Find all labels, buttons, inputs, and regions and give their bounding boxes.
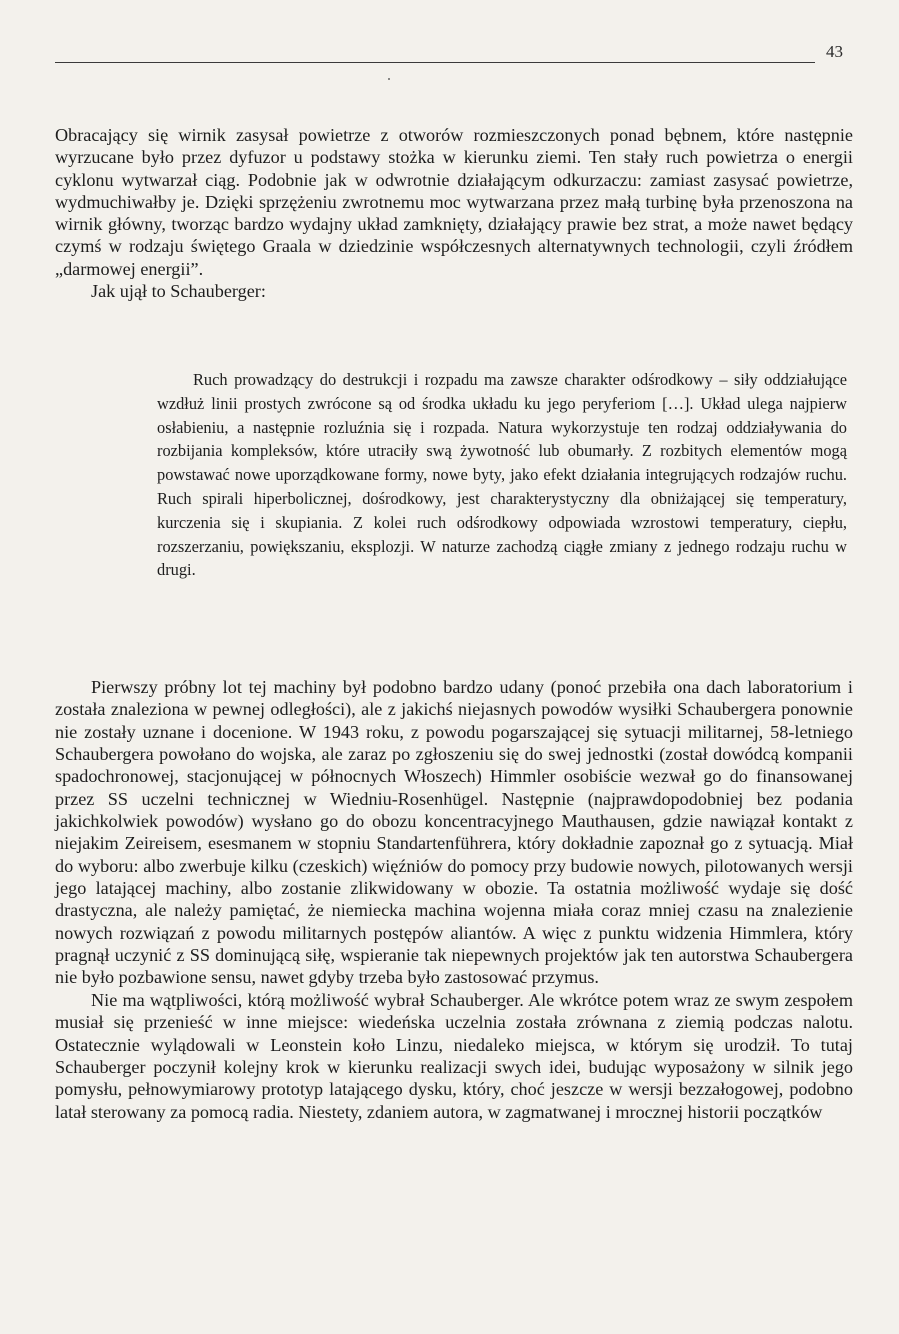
quote-paragraph: Ruch prowadzący do destrukcji i rozpadu ma zawsze charakter odśrodkowy – siły oddziałujące wzdłuż linii prostych zwrócone są od środka układu ku jego peryferiom […]. Układ ulega najpierw osłabieniu, a następnie rozluźnia się i rozpada. Natura wykorzystuje ten rodzaj oddziaływania do rozbijania kompleksów, które utraciły swą żywotność lub obumarły. Z rozbitych elementów mogą powstawać nowe uporządkowane formy, nowe byty, jako efekt działania integrujących rodzajów ruchu. Ruch spirali hiperbolicznej, dośrodkowy, jest charakterystyczny dla obniżającej się temperatury, kurczenia się i skupiania. Z kolei ruch odśrodkowy odpowiada wzrostowi temperatury, ciepłu, rozszerzaniu, powiększaniu, eksplozji. W naturze zachodzą ciągłe zmiany z jednego rodzaju ruchu w drugi. (157, 370, 847, 580)
block-quote (157, 368, 847, 582)
body-text-bottom (55, 676, 853, 1123)
body-text-top (55, 124, 853, 302)
header-rule (55, 62, 815, 63)
page-number: 43 (826, 42, 843, 61)
paragraph: Obracający się wirnik zasysał powietrze z otworów rozmieszczonych ponad bębnem, które następnie wyrzucane było przez dyfuzor u podstawy stożka w kierunku ziemi. Ten stały ruch powietrza o energii cyklonu wytwarzał ciąg. Podobnie jak w odwrotnie działającym odkurzaczu: zamiast zasysać powietrze, wydmuchiwałby je. Dzięki sprzężeniu zwrotnemu moc wytwarzana przez małą turbinę była przenoszona na wirnik główny, tworząc bardzo wydajny układ zamknięty, działający prawie bez strat, a może nawet będący czymś w rodzaju świętego Graala w dziedzinie współczesnych alternatywnych technologii, czyli źródłem „darmowej energii”. (55, 125, 853, 279)
speck (388, 78, 390, 80)
paragraph: Jak ujął to Schauberger: (91, 281, 266, 302)
paragraph: Pierwszy próbny lot tej machiny był podobno bardzo udany (ponoć przebiła ona dach laboratorium i została znaleziona w pewnej odległości), ale z jakichś niejasnych powodów wysiłki Schaubergera ponownie nie zostały uznane i docenione. W 1943 roku, z powodu pogarszającej się sytuacji militarnej, 58-letniego Schaubergera powołano do wojska, ale zaraz po zgłoszeniu się do swej jednostki (został dowódcą kompanii spadochronowej, stacjonującej w północnych Włoszech) Himmler osobiście wezwał go do finansowanej przez SS uczelni technicznej w Wiedniu-Rosenhügel. Następnie (najprawdopodobniej bez podania jakichkolwiek powodów) wysłano go do obozu koncentracyjnego Mauthausen, gdzie nawiązał kontakt z niejakim Zeireisem, esesmanem w stopniu Standartenführera, który dokładnie zapoznał go z sytuacją. Miał do wyboru: albo zwerbuje kilku (czeskich) więźniów do pomocy przy budowie nowych, pilotowanych wersji jego latającej machiny, albo zostanie zlikwidowany w obozie. Ta ostatnia możliwość wydaje się dość drastyczna, ale należy pamiętać, że niemiecka machina wojenna miała coraz mniej czasu na znalezienie nowych rozwiązań z powodu militarnych postępów aliantów. A więc z punktu widzenia Himmlera, który pragnął uczynić z SS dominującą siłę, wspieranie tak niepewnych projektów jak ten autorstwa Schaubergera nie było pozbawione sensu, nawet gdyby trzeba było zastosować przymus. (55, 677, 853, 988)
paragraph: Nie ma wątpliwości, którą możliwość wybrał Schauberger. Ale wkrótce potem wraz ze swym zespołem musiał się przenieść w inne miejsce: wiedeńska uczelnia została zrównana z ziemią podczas nalotu. Ostatecznie wylądowali w Leonstein koło Linzu, niedaleko miejsca, w którym się urodził. To tutaj Schauberger poczynił kolejny krok w kierunku realizacji swych idei, budując wyposażony w silnik jego pomysłu, pełnowymiarowy prototyp latającego dysku, który, choć jeszcze w wersji bezzałogowej, podobno latał sterowany za pomocą radia. Niestety, zdaniem autora, w zagmatwanej i mrocznej historii początków (55, 989, 853, 1122)
